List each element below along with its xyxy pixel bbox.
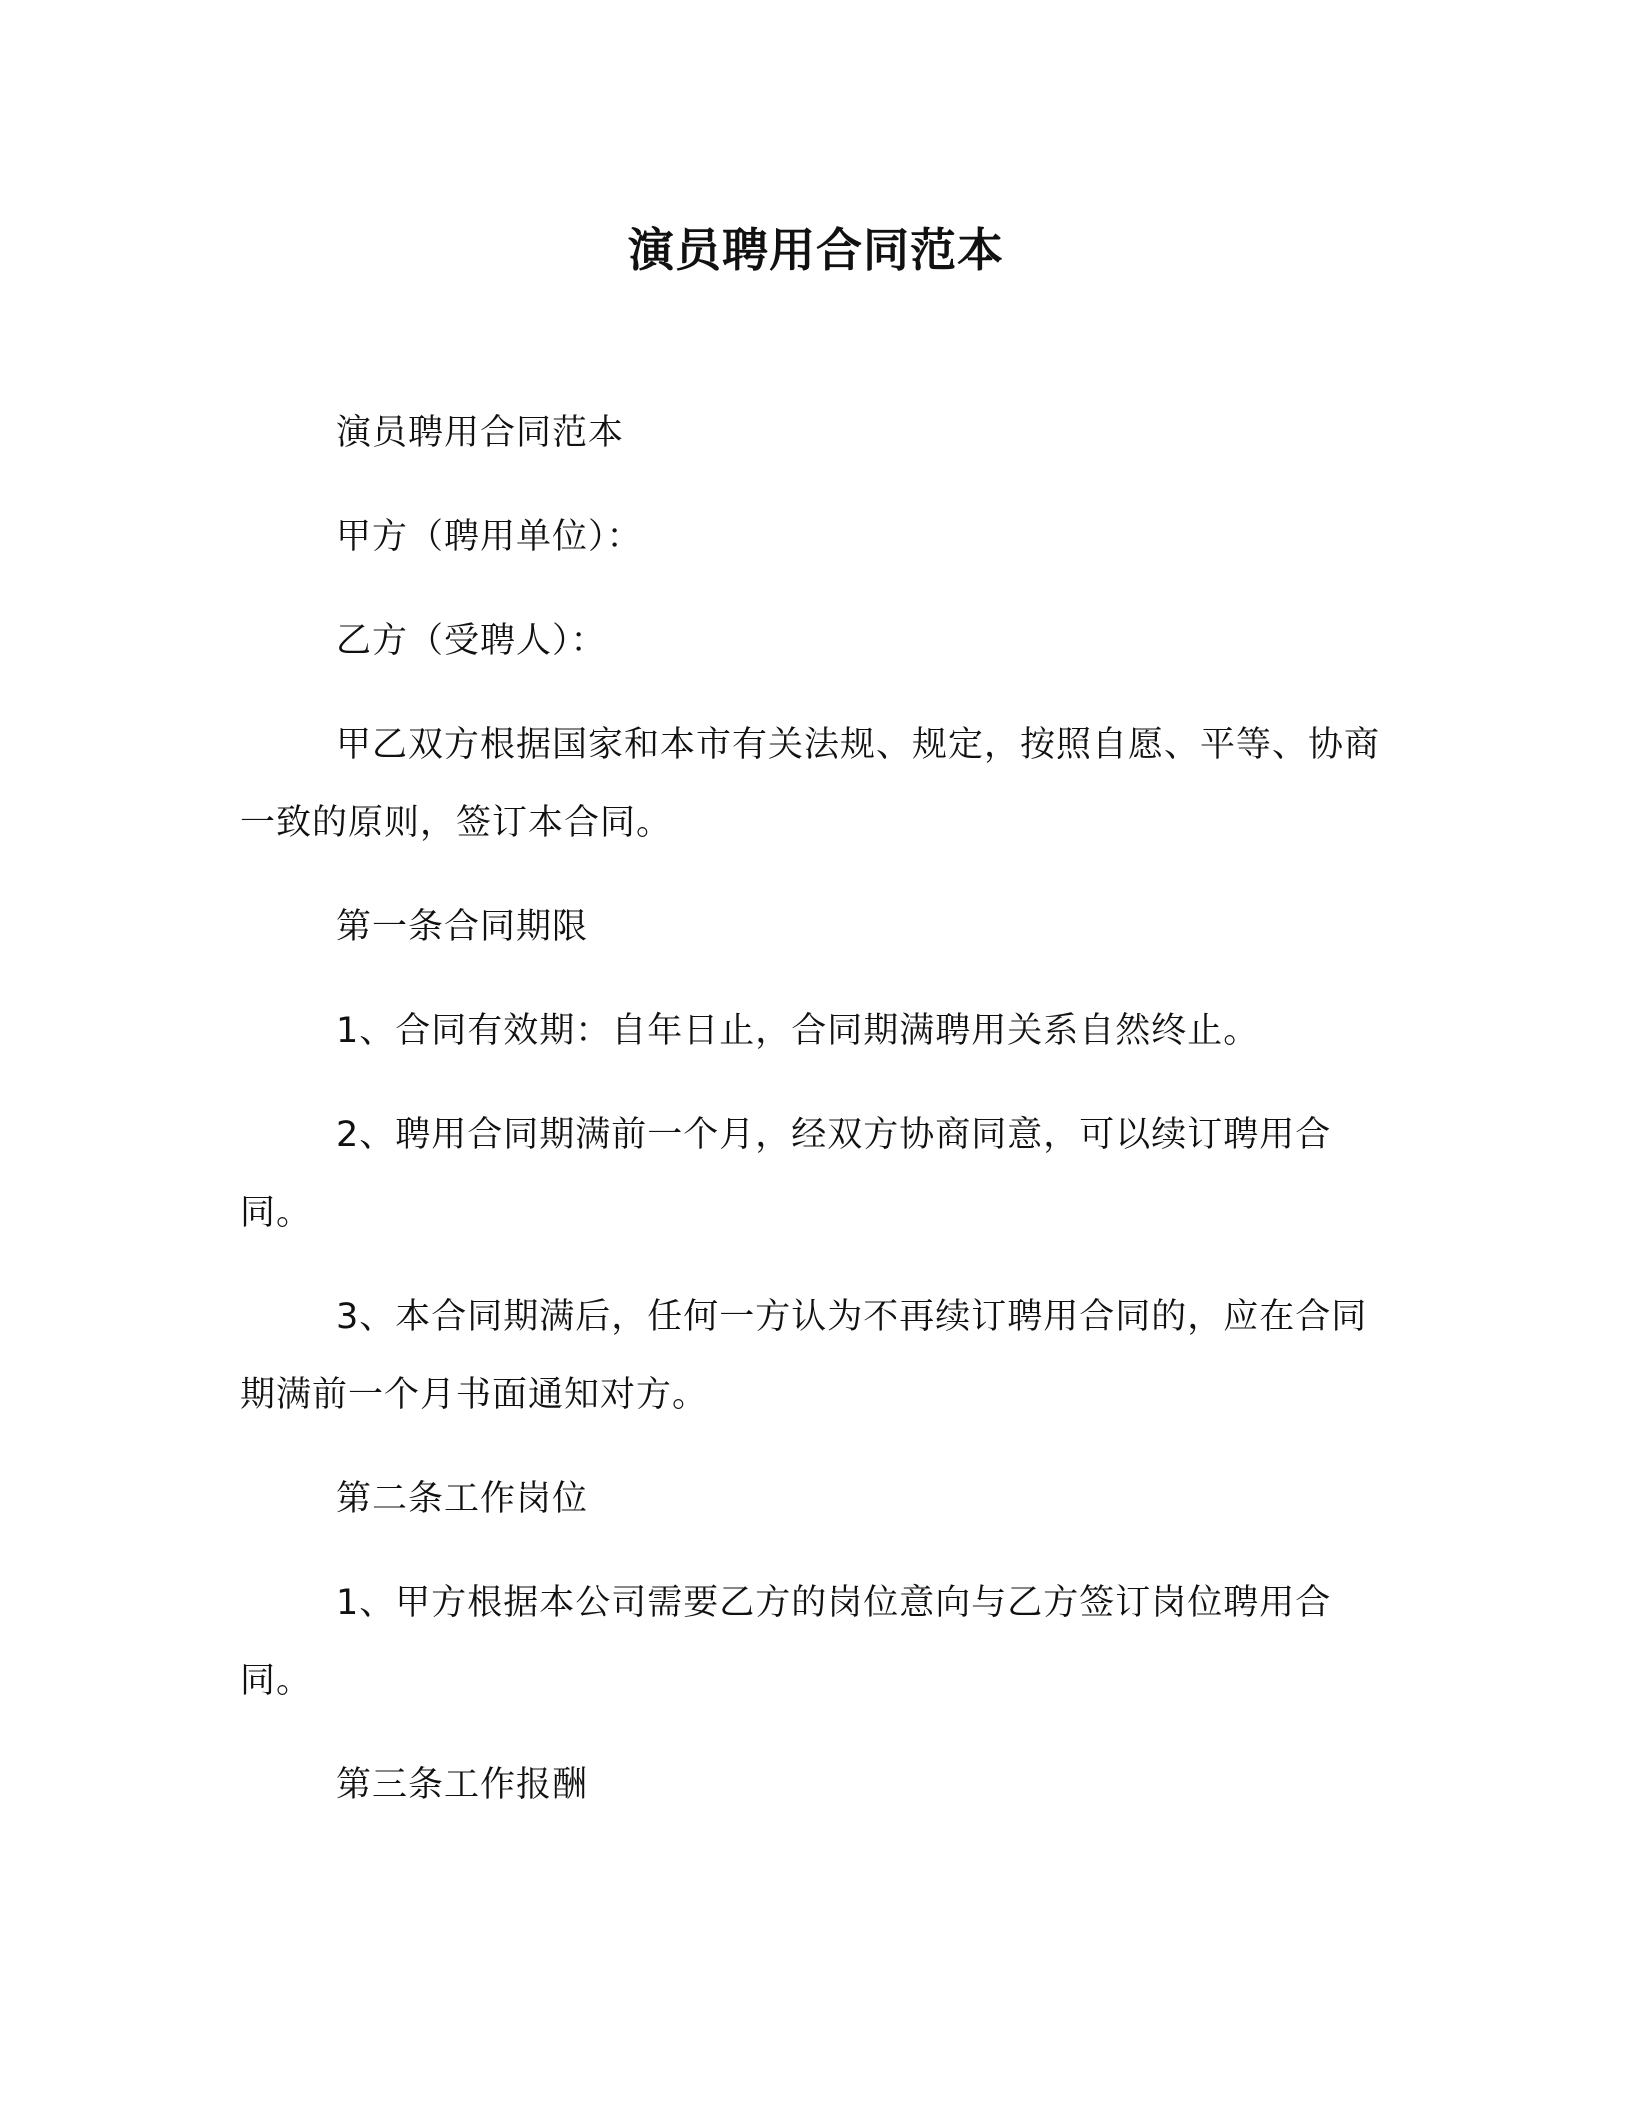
section-heading-term: 第一条合同期限 (336, 907, 589, 947)
document-body (240, 394, 1390, 1850)
section-heading-position: 第二条工作岗位 (336, 1479, 589, 1519)
paragraph-position-1: 1、甲方根据本公司需要乙方的岗位意向与乙方签订岗位聘用合同。 (240, 1583, 1332, 1701)
paragraph-term-1: 1、合同有效期：自年日止，合同期满聘用关系自然终止。 (336, 1011, 1260, 1051)
paragraph-party-a: 甲方（聘用单位）： (336, 517, 643, 557)
document-title: 演员聘用合同范本 (628, 223, 1004, 277)
paragraph-preamble: 甲乙双方根据国家和本市有关法规、规定，按照自愿、平等、协商一致的原则，签订本合同。 (240, 725, 1381, 843)
paragraph-term-2: 2、聘用合同期满前一个月，经双方协商同意，可以续订聘用合同。 (240, 1115, 1332, 1233)
section-heading-pay: 第三条工作报酬 (336, 1765, 589, 1805)
paragraph-term-3: 3、本合同期满后，任何一方认为不再续订聘用合同的，应在合同期满前一个月书面通知对方。 (240, 1297, 1368, 1415)
paragraph-subtitle: 演员聘用合同范本 (336, 413, 625, 453)
paragraph-party-b: 乙方（受聘人）： (336, 621, 607, 661)
